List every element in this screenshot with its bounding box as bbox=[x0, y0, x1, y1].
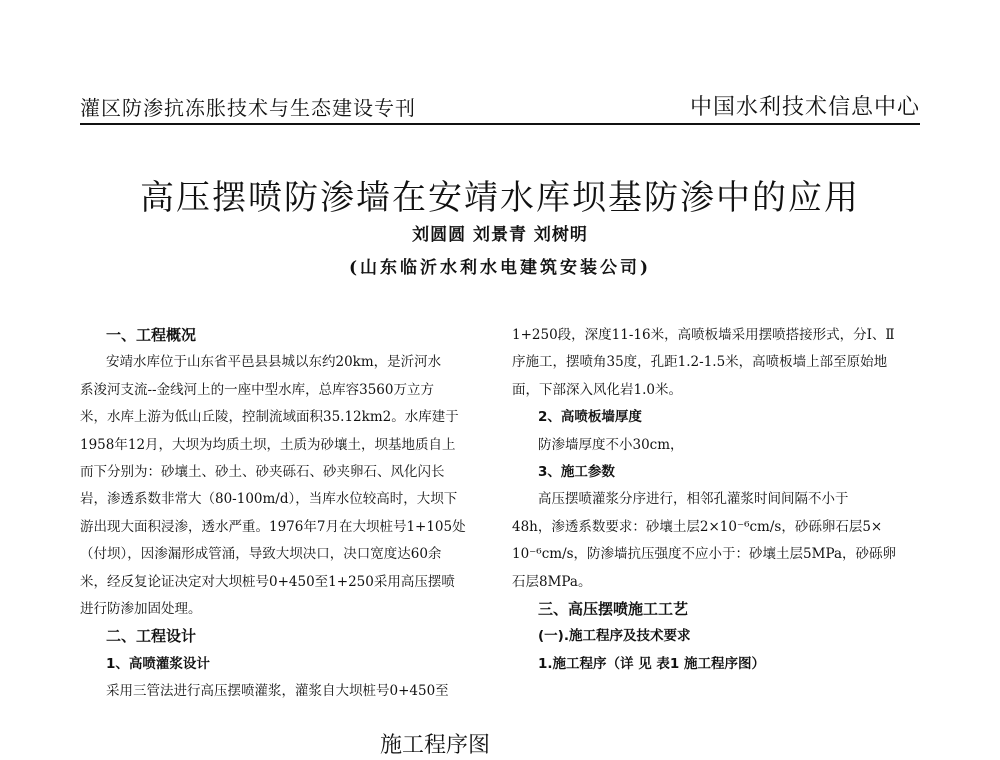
body-line: 游出现大面积浸渗，透水严重。1976年7月在大坝桩号1+105处 bbox=[80, 518, 466, 535]
body-line: 米，水库上游为低山丘陵，控制流域面积35.12km2。水库建于 bbox=[80, 409, 459, 426]
body-line: （付坝），因渗漏形成管涌，导致大坝决口，决口宽度达60余 bbox=[80, 546, 442, 563]
subsection-heading-sequence: 1.施工程序（详 见 表1 施工程序图） bbox=[538, 655, 766, 672]
body-line: 石层8MPa。 bbox=[512, 573, 592, 590]
article-authors: 刘圆圆 刘景青 刘树明 bbox=[412, 225, 588, 245]
body-line: 高压摆喷灌浆分序进行，相邻孔灌浆时间间隔不小于 bbox=[538, 491, 849, 508]
subsection-heading-parameters: 3、施工参数 bbox=[538, 463, 615, 480]
subsection-heading-thickness: 2、高喷板墙厚度 bbox=[538, 409, 642, 426]
body-line: 岩，渗透系数非常大（80-100m/d），当库水位较高时，大坝下 bbox=[80, 491, 458, 508]
body-line: 1958年12月，大坝为均质土坝，土质为砂壤土，坝基地质自上 bbox=[80, 436, 456, 453]
body-line: 采用三管法进行高压摆喷灌浆，灌浆自大坝桩号0+450至 bbox=[106, 683, 449, 700]
body-line: 防渗墙厚度不小30cm， bbox=[538, 436, 684, 453]
section-heading-overview: 一、工程概况 bbox=[106, 326, 197, 344]
body-line: 而下分别为：砂壤土、砂土、砂夹砾石、砂夹卵石、风化闪长 bbox=[80, 463, 445, 480]
header-rule bbox=[80, 123, 920, 125]
body-line: 安靖水库位于山东省平邑县县城以东约20km，是沂河水 bbox=[106, 354, 442, 371]
figure-caption: 施工程序图 bbox=[379, 733, 490, 758]
body-line: 米，经反复论证决定对大坝桩号0+450至1+250采用高压摆喷 bbox=[80, 573, 455, 590]
body-line: 48h，渗透系数要求：砂壤土层2×10⁻⁶cm/s，砂砾卵石层5× bbox=[512, 518, 883, 535]
left-column bbox=[80, 322, 482, 705]
article-affiliation: (山东临沂水利水电建筑安装公司) bbox=[348, 258, 652, 278]
body-line: 1+250段，深度11-16米，高喷板墙采用摆喷搭接形式，分Ⅰ、Ⅱ bbox=[512, 327, 895, 343]
body-line: 序施工，摆喷角35度，孔距1.2-1.5米，高喷板墙上部至原始地 bbox=[512, 354, 888, 371]
article-title: 高压摆喷防渗墙在安靖水库坝基防渗中的应用 bbox=[140, 178, 860, 218]
journal-header: 灌区防渗抗冻胀技术与生态建设专刊 bbox=[80, 96, 416, 120]
right-column bbox=[512, 322, 920, 678]
subsection-heading-procedure: (一).施工程序及技术要求 bbox=[538, 628, 691, 645]
body-line: 进行防渗加固处理。 bbox=[80, 600, 202, 617]
section-heading-process: 三、高压摆喷施工工艺 bbox=[538, 599, 689, 618]
body-line: 10⁻⁶cm/s，防渗墙抗压强度不应小于：砂壤土层5MPa，砂砾卵 bbox=[512, 546, 896, 563]
publisher-header: 中国水利技术信息中心 bbox=[689, 95, 920, 120]
body-line: 面，下部深入风化岩1.0米。 bbox=[512, 381, 682, 398]
body-line: 系浚河支流--金线河上的一座中型水库，总库容3560万立方 bbox=[80, 381, 434, 398]
subsection-heading-grouting: 1、高喷灌浆设计 bbox=[106, 655, 210, 672]
section-heading-design: 二、工程设计 bbox=[106, 627, 197, 646]
